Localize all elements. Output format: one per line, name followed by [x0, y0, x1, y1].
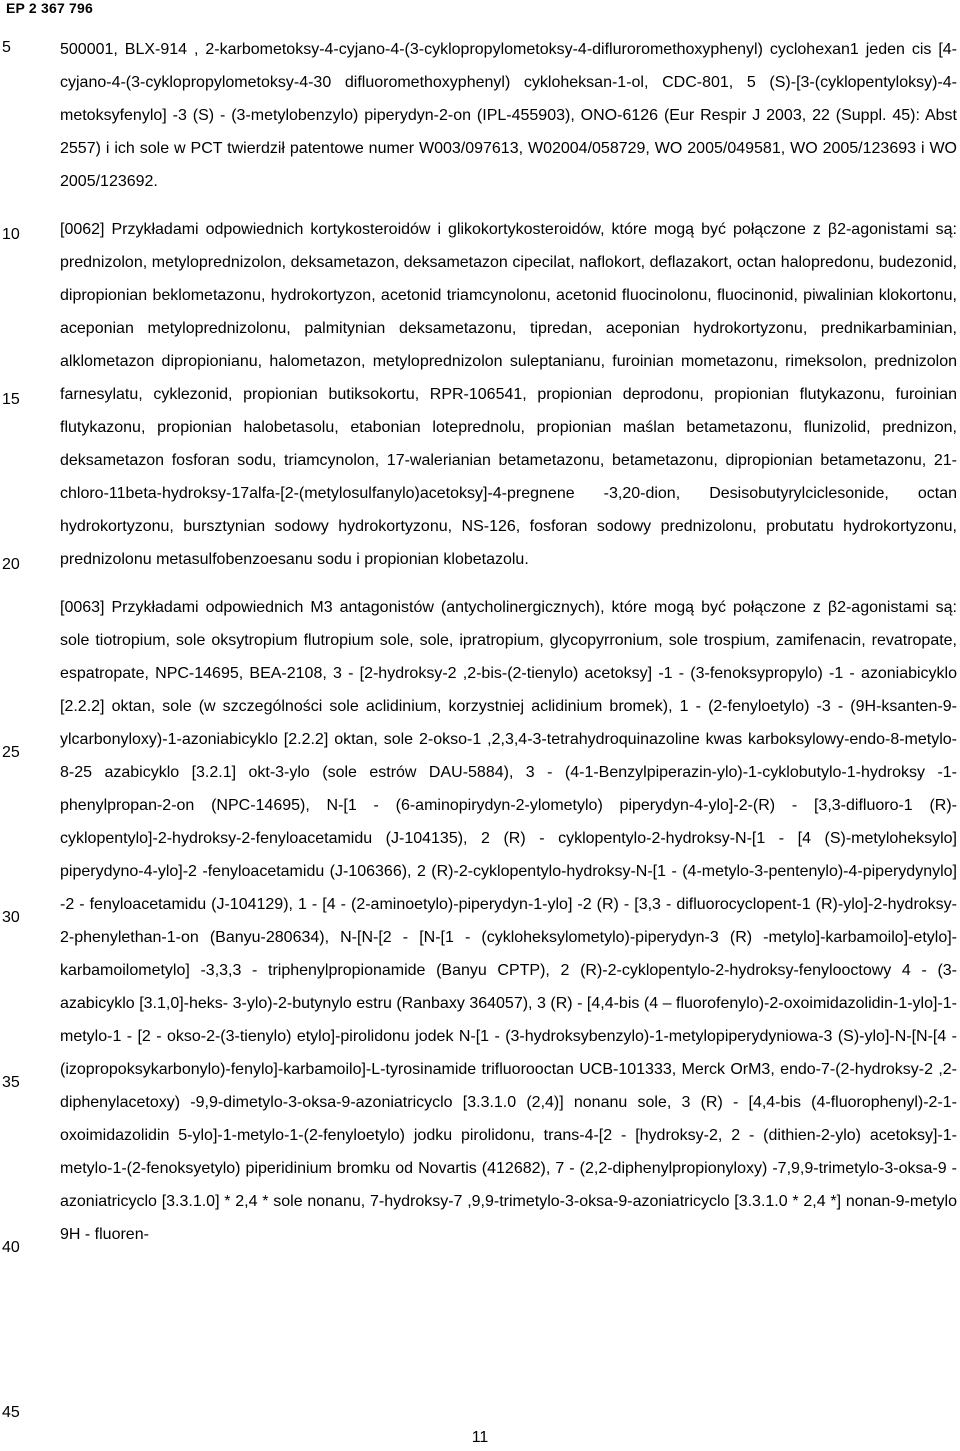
line-number-15: 15: [2, 391, 20, 408]
line-number-30: 30: [2, 909, 20, 926]
line-number-45: 45: [2, 1404, 20, 1421]
line-number-35: 35: [2, 1074, 20, 1091]
line-number-10: 10: [2, 226, 20, 243]
line-number-5: 5: [2, 39, 11, 56]
paragraph-0062: [0062] Przykładami odpowiednich kortykosteroidów i glikokortykosteroidów, które mogą być połączone z β2-agonistami są: prednizolon, metyloprednizolon, deksametazon, deksametazon cipecilat, naflokort, deflazakort, octan halopredonu, budezonid, dipropionian beklometazonu, hydrokortyzon, acetonid triamcynolonu, acetonid fluocinolonu, fluocinonid, piwalinian klokortonu, aceponian metyloprednizolonu, palmitynian deksametazonu, tipredan, aceponian hydrokortyzonu, prednikarbaminian, alklometazon dipropionianu, halometazon, metyloprednizolon suleptanianu, furoinian mometazonu, rimeksolon, prednizolon farnesylatu, cyklezonid, propionian butiksokortu, RPR-106541, propionian deprodonu, propionian flutykazonu, furoinian flutykazonu, propionian halobetasolu, etabonian loteprednolu, propionian maślan betametazonu, flunizolid, prednizon, deksametazon fosforan sodu, triamcynolon, 17-walerianian betametazonu, betametazonu, dipropionian betametazonu, 21-chloro-11beta-hydroksy-17alfa-[2-(metylosulfanylo)acetoksy]-4-pregnene -3,20-dion, Desisobutyrylciclesonide, octan hydrokortyzonu, bursztynian sodowy hydrokortyzonu, NS-126, fosforan sodowy prednizolonu, probutatu hydrokortyzonu, prednizolonu metasulfobenzoesanu sodu i propionian klobetazolu.: [60, 221, 957, 568]
line-number-margin: [0, 0, 40, 1451]
line-number-20: 20: [2, 556, 20, 573]
page-number: 11: [471, 1429, 489, 1446]
paragraph-continuation: 500001, BLX-914 , 2-karbometoksy-4-cyjano-4-(3-cyklopropylometoksy-4-difluroromethoxyphenyl) cyclohexan1 jeden cis [4-cyjano-4-(3-cyklopropylometoksy-4-30 difluoromethoxyphenyl) cykloheksan-1-ol, CDC-801, 5 (S)-[3-(cyklopentyloksy)-4- metoksyfenylo] -3 (S) - (3-metylobenzylo) piperydyn-2-on (IPL-455903), ONO-6126 (Eur Respir J 2003, 22 (Suppl. 45): Abst 2557) i ich sole w PCT twierdził patentowe numer W003/097613, W02004/058729, WO 2005/049581, WO 2005/123693 i WO 2005/123692.: [60, 41, 957, 190]
line-number-40: 40: [2, 1239, 20, 1256]
document-body: [60, 33, 957, 1251]
paragraph-0063: [0063] Przykładami odpowiednich M3 antagonistów (antycholinergicznych), które mogą być połączone z β2-agonistami są: sole tiotropium, sole oksytropium flutropium sole, sole, ipratropium, glycopyrronium, sole trospium, zamifenacin, revatropate, espatropate, NPC-14695, BEA-2108, 3 - [2-hydroksy-2 ,2-bis-(2-tienylo) acetoksy] -1 - (3-fenoksypropylo) -1 - azoniabicyklo [2.2.2] oktan, sole (w szczególności sole aclidinium, korzystniej aclidinium bromek), 1 - (2-fenyloetylo) -3 - (9H-ksanten-9-ylcarbonyloxy)-1-azoniabicyklo [2.2.2] oktan, sole 2-okso-1 ,2,3,4-3-tetrahydroquinazoline kwas karboksylowy-endo-8-metylo-8-25 azabicyklo [3.2.1] okt-3-ylo (sole estrów DAU-5884), 3 - (4-1-Benzylpiperazin-ylo)-1-cyklobutylo-1-hydroksy -1-phenylpropan-2-on (NPC-14695), N-[1 - (6-aminopirydyn-2-ylometylo) piperydyn-4-ylo]-2-(R) - [3,3-difluoro-1 (R)-cyklopentylo]-2-hydroksy-2-fenyloacetamidu (J-104135), 2 (R) - cyklopentylo-2-hydroksy-N-[1 - [4 (S)-metyloheksylo] piperydyno-4-ylo]-2 -fenyloacetamidu (J-106366), 2 (R)-2-cyklopentylo-hydroksy-N-[1 - (4-metylo-3-pentenylo)-4-piperydynylo] -2 - fenyloacetamidu (J-104129), 1 - [4 - (2-aminoetylo)-piperydyn-1-ylo] -2 (R) - [3,3 - difluorocyclopent-1 (R)-ylo]-2-hydroksy-2-phenylethan-1-on (Banyu-280634), N-[N-[2 - [N-[1 - (cykloheksylometylo)-piperydyn-3 (R) -metylo]-karbamoilo]-etylo]-karbamoilometylo] -3,3,3 - triphenylpropionamide (Banyu CPTP), 2 (R)-2-cyklopentylo-2-hydroksy-fenylooctowy 4 - (3-azabicyklo [3.1,0]-heks- 3-ylo)-2-butynylo estru (Ranbaxy 364057), 3 (R) - [4,4-bis (4 – fluorofenylo)-2-oxoimidazolidin-1-ylo]-1-metylo-1 - [2 - okso-2-(3-tienylo) etylo]-pirolidonu jodek N-[1 - (3-hydroksybenzylo)-1-metylopiperydyniowa-3 (S)-ylo]-N-[N-[4 - (izopropoksykarbonylo)-fenylo]-karbamoilo]-L-tyrosinamide trifluorooctan UCB-101333, Merck OrM3, endo-7-(2-hydroksy-2 ,2-diphenylacetoxy) -9,9-dimetylo-3-oksa-9-azoniatricyclo [3.3.1.0 (2,4)] nonanu sole, 3 (R) - [4,4-bis (4-fluorophenyl)-2-1-oxoimidazolidin 5-ylo]-1-metylo-1-(2-fenyloetylo) jodku pirolidonu, trans-4-[2 - [hydroksy-2, 2 - (dithien-2-ylo) acetoksy]-1-metylo-1-(2-fenoksyetylo) piperidinium bromku od Novartis (412682), 7 - (2,2-diphenylpropionyloxy) -7,9,9-trimetylo-3-oksa-9 -azoniatricyclo [3.3.1.0] * 2,4 * sole nonanu, 7-hydroksy-7 ,9,9-trimetylo-3-oksa-9-azoniatricyclo [3.3.1.0 * 2,4 *] nonan-9-metylo 9H - fluoren-: [60, 599, 957, 1243]
document-id-header: EP 2 367 796: [6, 0, 93, 16]
line-number-25: 25: [2, 744, 20, 761]
